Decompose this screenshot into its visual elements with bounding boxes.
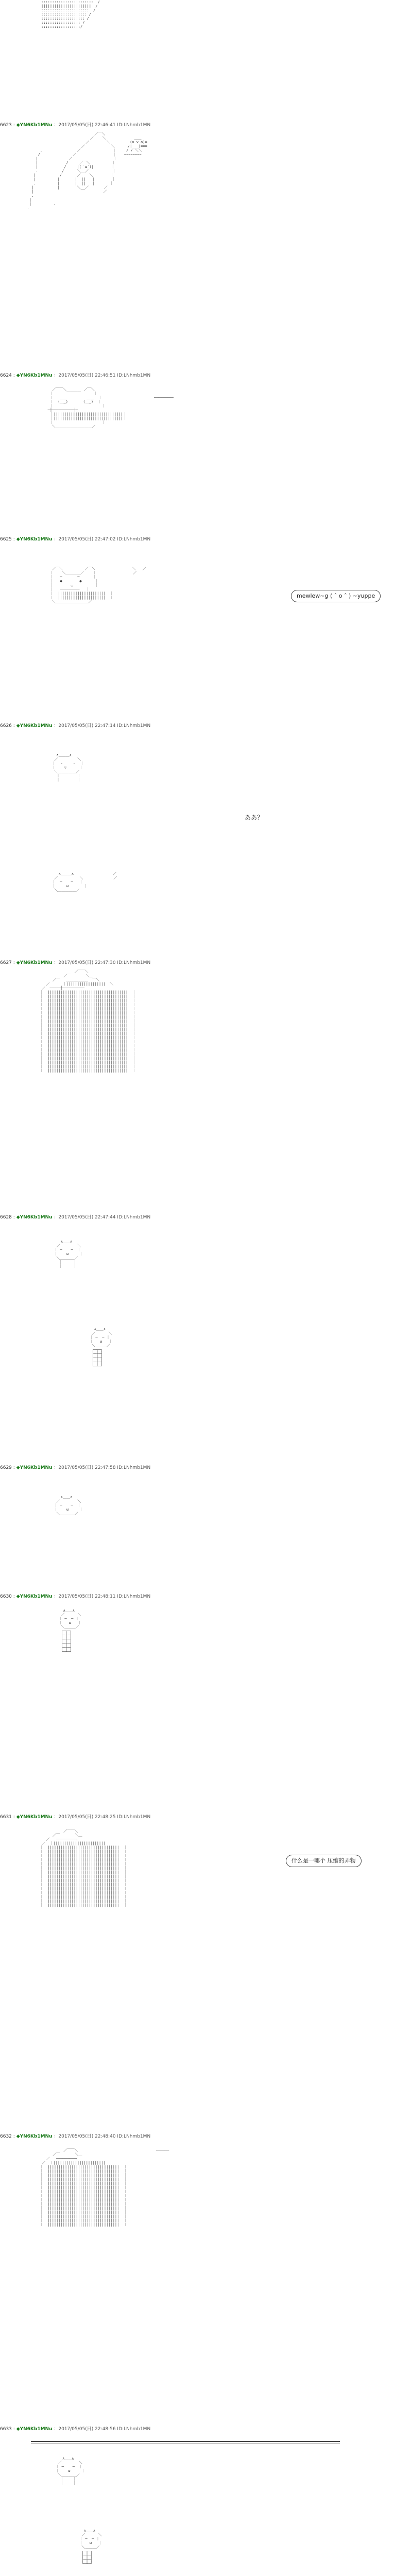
post-meta: ：2017/05/05(日) 22:47:14 ID:LNhmb1MN: [54, 723, 151, 728]
post-number[interactable]: 6626 :: [0, 723, 15, 728]
ascii-art: ∧＿＿＿∧ ／ ／ ＼ ／ ｜ ─ ─ ｜ ｜ ω ｜ ＼＿＿＿＿＿／: [52, 872, 117, 892]
post-header: [0, 2426, 150, 2433]
post-meta: ：2017/05/05(日) 22:47:02 ID:LNhmb1MN: [54, 537, 151, 542]
post-number[interactable]: 6630 :: [0, 1594, 15, 1599]
post-header: [0, 959, 150, 967]
post-header: [0, 722, 150, 730]
poster-name: ◆YN6Kb1MNu: [16, 537, 53, 542]
ascii-art: ∧＿＿＿∧ ／ ＼ ｜ ・ ・ ｜ ｜ ▽ ｜ ＼＿＿＿＿＿／ ｜ ｜ ｜ ｜: [52, 753, 84, 782]
ascii-art: ∧＿＿∧ ／ ＼ ｜ ─ ─ ｜ ｜ ω ｜ ＼＿＿＿／ ┌─┬─┐ ├─┼─┤ ├─┼─┤ └─┴─┘: [79, 2529, 102, 2566]
speech-bubble: 什么是一哪个 压缩的弄物: [286, 1855, 362, 1867]
post-number[interactable]: 6633 :: [0, 2427, 15, 2432]
poster-name: ◆YN6Kb1MNu: [16, 1594, 53, 1599]
post-number[interactable]: 6629 :: [0, 1465, 15, 1470]
poster-name: ◆YN6Kb1MNu: [16, 1465, 53, 1470]
post-header: [0, 1593, 150, 1600]
post-meta: ：2017/05/05(日) 22:48:56 ID:LNhmb1MN: [54, 2427, 151, 2432]
post-header: [0, 536, 150, 543]
post-number[interactable]: 6631 :: [0, 1815, 15, 1820]
post-meta: ：2017/05/05(日) 22:47:44 ID:LNhmb1MN: [54, 1215, 151, 1220]
post-header: [0, 122, 150, 129]
ascii-art: ∧＿＿∧ ／ ＼ ｜ ─ ─ ｜ ｜ ω ｜ ＼＿＿＿＿／: [54, 1495, 83, 1516]
poster-name: ◆YN6Kb1MNu: [16, 2427, 53, 2432]
post-number[interactable]: 6624 :: [0, 373, 15, 378]
divider: [31, 2441, 340, 2442]
post-header: [0, 1464, 150, 1471]
post-meta: ：2017/05/05(日) 22:48:11 ID:LNhmb1MN: [54, 1594, 151, 1599]
poster-name: ◆YN6Kb1MNu: [16, 123, 53, 128]
post-number[interactable]: 6628 :: [0, 1215, 15, 1220]
poster-name: ◆YN6Kb1MNu: [16, 1215, 53, 1220]
poster-name: ◆YN6Kb1MNu: [16, 723, 53, 728]
post-meta: ：2017/05/05(日) 22:47:30 ID:LNhmb1MN: [54, 960, 151, 965]
ascii-art: ／￣＼ ／￣＼ ＼ ／ ｜ ＼＿＿＿＿／ ｜ ／ ｜ ─ ─ ｜ ｜ ● ● ｜ ｜ ◡ ｜ ｜ ───────── ｜ ｜ |||||||||||||||||||||| ｜ ｜ |||||||||||||||||||||| ｜ ＼＿＿＿＿＿＿＿＿＿／: [49, 567, 146, 604]
post-number[interactable]: 6627 :: [0, 960, 15, 965]
post-meta: ：2017/05/05(日) 22:46:41 ID:LNhmb1MN: [54, 123, 151, 128]
post-header: [0, 1214, 150, 1221]
ascii-art: ／￣￣＼ ────── ／￣ ＼＿ ／ ─────────┐ ／ ｜|||||||||||||||||||||||| ｜ ||||||||||||||||||||||||||||||||| ｜ ｜ ||||||||||||||||||||||||||||||||| ｜ ｜ ||||||||||||||||||||||||||||||||| ｜ ｜ ||||||||||||||||||||||||||||||||| ｜ ｜ ||||||||||||||||||||||||||||||||| ｜ ｜ ||||||||||||||||||||||||||||||||| ｜ ｜ ||||||||||||||||||||||||||||||||| ｜ ｜ ||||||||||||||||||||||||||||||||| ｜ ｜ ||||||||||||||||||||||||||||||||| ｜ ｜ ||||||||||||||||||||||||||||||||| ｜ ｜ ||||||||||||||||||||||||||||||||| ｜ ｜ ||||||||||||||||||||||||||||||||| ｜ ｜ ||||||||||||||||||||||||||||||||| ｜ ｜ ||||||||||||||||||||||||||||||||| ｜ ｜ ||||||||||||||||||||||||||||||||| ｜: [39, 2148, 169, 2227]
post-header: [0, 1814, 150, 1821]
post-meta: ：2017/05/05(日) 22:47:58 ID:LNhmb1MN: [54, 1465, 151, 1470]
ascii-art: ∧＿＿∧ ／ ＼ ｜ ─ ─ ｜ ｜ ω ｜ ＼＿＿＿＿／ ｜ ｜ ｜ ｜: [56, 2456, 85, 2485]
ascii-art: ∧＿＿∧ ／ ＼ ｜ ─ ─ ｜ ｜ ω ｜ ＼＿＿＿／ ┌─┬─┐ ├─┼─┤ ├─┼─┤ ├─┼─┤ └─┴─┘: [90, 1327, 112, 1368]
poster-name: ◆YN6Kb1MNu: [16, 1815, 53, 1820]
poster-name: ◆YN6Kb1MNu: [16, 960, 53, 965]
ascii-art: ∧＿＿∧ ／ ＼ ｜ ─ ─ ｜ ｜ ω ｜ ＼＿＿＿＿／ ｜ ｜ ｜ ｜: [54, 1240, 83, 1268]
ascii-art: ∧＿＿∧ ／ ＼ ｜ ─ ─ ｜ ｜ ω ｜ ＼＿＿＿／ ┌─┬─┐ ├─┼─┤ ├─┼─┤ ├─┼─┤ ├─┼─┤ └─┴─┘: [59, 1608, 81, 1654]
ascii-art: ／￣￣＼ ／￣ ＼＿ ／￣ ＿＿＿＿＿＿ ￣＼ ／ ｜|||||||||||||||||| ＼ ／ ─────┼────────── ｜ ||||||||||||||||||||||||||||||||||||| ｜ ｜ ||||||||||||||||||||||||||||||||||||| ｜ ｜ ||||||||||||||||||||||||||||||||||||| ｜ ｜ ||||||||||||||||||||||||||||||||||||| ｜ ｜ ||||||||||||||||||||||||||||||||||||| ｜ ｜ ||||||||||||||||||||||||||||||||||||| ｜ ｜ ||||||||||||||||||||||||||||||||||||| ｜ ｜ ||||||||||||||||||||||||||||||||||||| ｜ ｜ ||||||||||||||||||||||||||||||||||||| ｜ ｜ ||||||||||||||||||||||||||||||||||||| ｜ ｜ ||||||||||||||||||||||||||||||||||||| ｜ ｜ ||||||||||||||||||||||||||||||||||||| ｜ ｜ ||||||||||||||||||||||||||||||||||||| ｜ ｜ ||||||||||||||||||||||||||||||||||||| ｜ ｜ ||||||||||||||||||||||||||||||||||||| ｜ ｜ ||||||||||||||||||||||||||||||||||||| ｜ ｜ ||||||||||||||||||||||||||||||||||||| ｜ ｜ ||||||||||||||||||||||||||||||||||||| ｜ ｜ ||||||||||||||||||||||||||||||||||||| ｜ ｜ ||||||||||||||||||||||||||||||||||||| ｜: [39, 970, 136, 1073]
ascii-art: ／￣＼ ／ ＼ ＿＿ ／ ＼ (o v o)= ／ ＼ /|___|=== . ／ | / / ＼＼ / ／ | ~~~~~~~~ | ／ ｜ | / ／￣＼ ｜ | / |(｀ω´)| ｜ . / ＼__／ ｜ | / ／ ＼ ｜ | | | || | ｜ . | | || | ｜ | | ＼__／ ／ | ／ . | | . .: [27, 132, 147, 210]
post-meta: ：2017/05/05(日) 22:48:25 ID:LNhmb1MN: [54, 1815, 151, 1820]
post-header: [0, 372, 150, 379]
speech-text: ああ？: [245, 814, 264, 821]
post-number[interactable]: 6632 :: [0, 2134, 15, 2139]
post-meta: ：2017/05/05(日) 22:48:40 ID:LNhmb1MN: [54, 2134, 151, 2139]
ascii-art: ／￣￣＼ ／￣ ＼＿ ／ ─────────┐ ／ ｜|||||||||||||||||||||||| ｜ ||||||||||||||||||||||||||||||||| ｜ ｜ ||||||||||||||||||||||||||||||||| ｜ ｜ ||||||||||||||||||||||||||||||||| ｜ ｜ ||||||||||||||||||||||||||||||||| ｜ ｜ ||||||||||||||||||||||||||||||||| ｜ ｜ ||||||||||||||||||||||||||||||||| ｜ ｜ ||||||||||||||||||||||||||||||||| ｜ ｜ ||||||||||||||||||||||||||||||||| ｜ ｜ ||||||||||||||||||||||||||||||||| ｜ ｜ ||||||||||||||||||||||||||||||||| ｜ ｜ ||||||||||||||||||||||||||||||||| ｜ ｜ ||||||||||||||||||||||||||||||||| ｜ ｜ ||||||||||||||||||||||||||||||||| ｜ ｜ ||||||||||||||||||||||||||||||||| ｜ ｜ ||||||||||||||||||||||||||||||||| ｜: [39, 1829, 127, 1907]
ascii-art: :::::::::::::::::::::::: / ||||||||||||||||||||||| / :::::::::::::::::::::: / ::::::::::::::::::::: / :::::::::::::::::::: / :::::::::::::::::: / ::::::::::::::::::/: [41, 0, 100, 29]
post-header: [0, 2133, 150, 2140]
speech-bubble: mewlew~g ( ˆ o ˆ ) ~yuppe: [291, 590, 381, 602]
ascii-art: ／￣￣＼ ／￣＼ ｜ ￣￣￣￣ ｜ ｜ ＿＿ ＿＿ ｜ ───────── ｜ (＿_) (＿_) ｜ ｜ ｜ ─┼──────────┼─ ｜||||||||||||||||||||||||||||||||｜ ｜||||||||||||||||||||||||||||||||｜ ｜ ｜ ＼＿＿＿＿＿＿＿＿＿＿／: [47, 387, 174, 429]
poster-name: ◆YN6Kb1MNu: [16, 2134, 53, 2139]
poster-name: ◆YN6Kb1MNu: [16, 373, 53, 378]
post-number[interactable]: 6623 :: [0, 123, 15, 128]
post-meta: ：2017/05/05(日) 22:46:51 ID:LNhmb1MN: [54, 373, 151, 378]
post-number[interactable]: 6625 :: [0, 537, 15, 542]
